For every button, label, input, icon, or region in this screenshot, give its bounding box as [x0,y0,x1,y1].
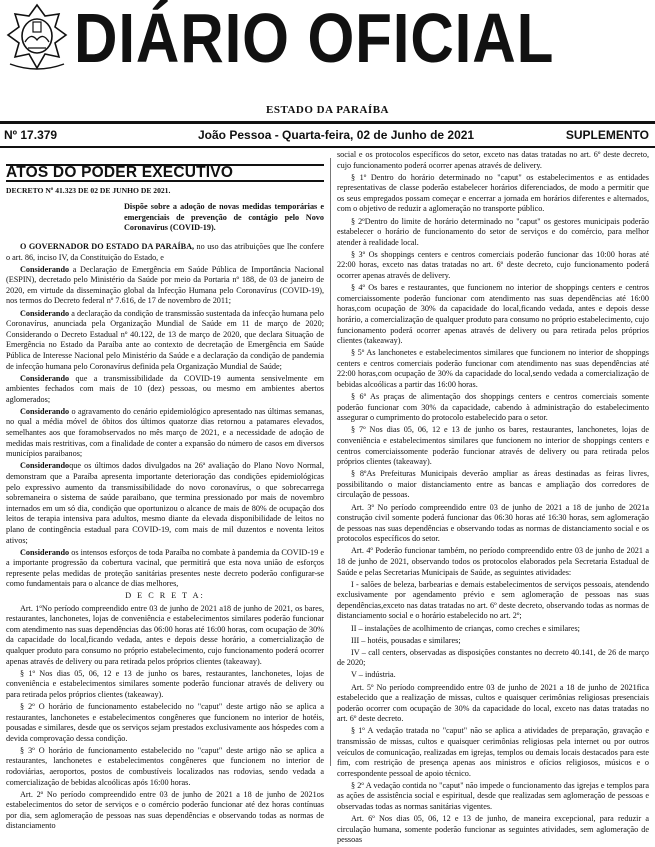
section-title: ATOS DO PODER EXECUTIVO [6,164,324,182]
article-paragraph: Art. 5º No período compreendido entre 03 de junho de 2021 a 18 de junho de 2021fica estabelecido que a realização de missas, cultos e quaisquer cerimônias religiosas presenciais poderão ocorrer com ocupação de 30% da capacidade do local, exceto nas datas tratadas no art. 6º deste decreto. [337,682,649,724]
article-paragraph: § 2º A vedação contida no "caput" não impede o funcionamento das igrejas e templos para as ações de assistência social e espiritual, desde que realizadas sem aglomeração de pessoas e observadas todas as normas sanitárias vigentes. [337,780,649,812]
article-paragraph: I - salões de beleza, barbearias e demais estabelecimentos de serviços pessoais, atendendo exclusivamente por agendamento prévio e sem aglomeração de pessoas nas suas dependências,exceto nas datas tratadas no art. 6º deste decreto, observando todas as normas de distanciamento social e o horário estabelecido no art. 2º; [337,579,649,621]
article-paragraph: § 1º Dentro do horário determinado no "caput" os estabelecimentos e as entidades representativas de classe poderão estabelecer horários diferenciados, de modo a permitir que os seus empregados possam começar e encerrar a jornada em horários diferentes e alternados, com o objetivo de reduzir a aglomeração no transporte público. [337,172,649,214]
article-paragraph: II – instalações de acolhimento de crianças, como creches e similares; [351,623,580,633]
considerando-paragraph [6,374,324,406]
considerando-paragraph [6,265,324,307]
state-coat-of-arms-icon [4,2,70,72]
column-divider [330,158,331,766]
state-name: ESTADO DA PARAÍBA [266,104,389,116]
considerando-text: que a transmissibilidade da COVID-19 aumenta sensivelmente em ambientes fechados com mais de 10 (dez) pessoas, ou mesmo em ambientes abertos aglomerados; [6,373,324,404]
issue-bar [0,124,655,146]
article-paragraph: § 7º Nos dias 05, 06, 12 e 13 de junho os bares, restaurantes, lanchonetes, lojas de conveniência e estabelecimentos similares que funcionem no interior de shoppings centers e centros comerciaissomente poderão funcionar através de delivery ou para retirada pelos próprios clientes (takeaway). [337,425,649,467]
article-paragraph: § 5º As lanchonetes e estabelecimentos similares que funcionem no interior de shoppings centers e centros comerciais poderão funcionar com atendimento nas suas dependências até 22:00 horas,com ocupação de 30% da capacidade do local,sendo vedada a comercialização de bebidas alcoólicas a partir das 16:00 horas. [337,348,649,389]
article-paragraph: III – hotéis, pousadas e similares; [351,635,461,645]
article-paragraph: Art. 6º Nos dias 05, 06, 12 e 13 de junho, de maneira excepcional, para reduzir a circulação humana, somente poderão funcionar as seguintes atividades, sem aglomeração de pessoas [337,814,649,845]
considerando-paragraph [6,407,324,460]
article-paragraph: Art. 4º Poderão funcionar também, no período compreendido entre 03 de junho de 2021 a 18 de junho de 2021, observando todos os protocolos elaborados pela Secretaria Estadual de Saúde e pelas Secretarias Municipais de Saúde, as seguintes atividades: [337,546,649,577]
article-paragraph: IV – call centers, observadas as disposições constantes no decreto 40.141, de 26 de março de 2020; [337,647,649,668]
issue-number: Nº 17.379 [4,128,58,142]
considerando-text: os intensos esforços de toda Paraíba no combate à pandemia da COVID-19 e a importante progressão da cobertura vacinal, que permitirá que esta nova união de esforços represente pelas medidas de proteção sanitárias presentes neste decreto poderão configurar-se como fundamentais para o alcance de dias melhores, [6,547,324,589]
article-paragraph: § 2º O horário de funcionamento estabelecido no "caput" deste artigo não se aplica a restaurantes, lanchonetes e estabelecimentos congêneres que funcionem no interior de hotéis, pousadas e similares, desde que os serviços sejam prestados exclusivamente aos hóspedes com a devida comprovação dessa condição. [6,701,324,743]
considerando-text: a declaração da condição de transmissão sustentada da infecção humana pelo Coronavírus, anunciada pela Organização Mundial de Saúde em 11 de março de 2020; Considerando o Decreto Estadual nº 40.122, de 13 de março de 2020, que declara Situação de Emergência no Estado da Paraíba ante ao contexto de decretação de Emergência em Saúde Pública de Interesse Nacional pelo Ministério da Saúde e a declaração da condição de pandemia de infecção humana pelo Coronavírus definida pela Organização Mundial de Saúde; [6,308,324,371]
considerando-text: que os últimos dados divulgados na 26ª avaliação do Plano Novo Normal, demonstram que a Paraíba apresenta importante deterioração das condições epidemiológicas pelo expressivo aumento da transmissibilidade do novo coronavírus, o que sobrecarrega sobremaneira o sistema de saúde paraibano, que termina pressionado por mais de novembro internados em um só dia, condição que oportunizou o alcance de mais de 80% de ocupação dos leitos de terapia intensiva para adultos, mesmo diante da elevada disponibilidade de leitos no plano de contingência estadual para COVID-19, com mais de mil duzentos e noventa leitos ativos; [6,461,324,545]
considerando-lead: Considerando [20,373,70,383]
article-paragraph: § 3º Os shoppings centers e centros comerciais poderão funcionar das 10:00 horas até 22:00 horas, exceto nas datas tratadas no art. 6º deste decreto, cujo funcionamento poderá ocorrer apenas através de delivery. [337,249,649,281]
article-paragraph: § 3º O horário de funcionamento estabelecido no "caput" deste artigo não se aplica a restaurantes, lanchonetes e estabelecimentos congêneres que funcionem no interior de rodoviárias, aeroportos, postos de combustíveis localizados nas rodovias, sendo vedada a comercialização de bebidas alcoólicas após 16:00 horas. [6,745,324,787]
governor-lead: O GOVERNADOR DO ESTADO DA PARAÍBA, [20,241,195,251]
governor-rest: no uso das atribuições que lhe confere o art. 86, inciso IV, da Constituição do Estado, e [6,241,324,262]
considerando-text: o agravamento do cenário epidemiológico apresentado nas últimas semanas, no qual a média móvel de óbitos dos últimos quatorze dias retornou a patamares elevados, semelhantes aos que foramobservados no mês março de 2021, e a necessidade de adoção de medidas mais restritivas, com a finalidade de conter a expansão do número de casos em diversos municípios paraibanos; [6,406,324,459]
article-paragraph: Art. 3º No período compreendido entre 03 de junho de 2021 a 18 de junho de 2021a construção civil somente poderá funcionar das 06:30 horas até 16:30 horas, sem aglomeração de pessoas nas suas dependências e observando todas as normas de distanciamento social e os protocolos específicos do setor. [337,502,649,544]
article-paragraph: § 2ºDentro do limite de horário determinado no "caput" os gestores municipais poderão estabelecer o horário de funcionamento do setor de serviços e do comércio, para melhor atender à realidade local. [337,216,649,247]
article-paragraph: V – indústria. [351,670,396,680]
article-paragraph: Art. 2º No período compreendido entre 03 de junho de 2021 a 18 de junho de 2021os estabelecimentos do setor de serviços e o comércio poderão funcionar até dez horas contínuas por dia, sem aglomeração de pessoas nas suas dependências e observando todas as normas de distanciamento [6,789,324,831]
considerando-lead: Considerando [20,461,70,471]
decree-ementa: Dispõe sobre a adoção de novas medidas temporárias e emergenciais de prevenção de contágio pelo Novo Coronavírus (COVID-19). [124,202,324,233]
governor-paragraph [6,242,324,263]
considerando-lead: Considerando [20,406,70,416]
article-paragraph: § 6º As praças de alimentação dos shoppings centers e centros comerciais somente poderão funcionar com 30% da capacidade, cabendo à administração do estabelecimento assegurar o cumprimento do protocolo estabelecido para o setor. [337,392,649,423]
masthead [0,0,655,150]
article-paragraph: Art. 1ºNo período compreendido entre 03 de junho de 2021 a18 de junho de 2021, os bares, restaurantes, lanchonetes, lojas de conveniência e estabelecimentos similares poderão funcionar com atendimento nas suas dependências das 06:00 horas até 16:00 horas, com ocupação de 30% da capacidade do local,ficando vedada, antes e depois desse horário, a comercialização de qualquer produto para consumo no próprio estabelecimento, cujo funcionamento poderá ocorrer apenas através de delivery ou para retirada pelos próprios clientes (takeaway). [6,603,324,666]
left-column [6,150,324,834]
article-paragraph: § 1º A vedação tratada no "caput" não se aplica a atividades de preparação, gravação e transmissão de missas, cultos e quaisquer cerimônias religiosas pela internet ou por outros veículos de comunicação, realizadas em igrejas, templos ou demais locais destacados para este fim, com restrição de presença apenas aos ministros e ofícios religiosos, músicos e o correspondente pessoal de apoio técnico. [337,726,649,778]
article-paragraph: social e os protocolos específicos do setor, exceto nas datas tratadas no art. 6º deste decreto, cujo funcionamento poderá ocorrer apenas através de delivery. [337,150,649,170]
considerando-lead: Considerando [20,547,70,557]
article-paragraph: § 4º Os bares e restaurantes, que funcionem no interior de shoppings centers e centros comerciaissomente poderão funcionar com atendimento nas suas dependências até 16:00 horas,com ocupação de 30% da capacidade do local,ficando vedada, antes e depois desse horário, a comercialização de qualquer produto para consumo no próprio estabelecimento, cujo funcionamento poderá ocorrer apenas através de delivery ou para retirada pelos próprios clientes (takeaway). [337,283,649,346]
decreta-heading: D E C R E T A: [125,591,205,601]
considerando-paragraph [6,548,324,590]
issue-city-date: João Pessoa - Quarta-feira, 02 de Junho de 2021 [198,128,475,142]
considerando-lead: Considerando [20,264,70,274]
article-paragraph: § 8ºAs Prefeituras Municipais deverão ampliar as áreas destinadas as feiras livres, possibilitando o maior distanciamento entre as bancas e ampliação dos corredores de circulação de pessoas. [337,469,649,500]
considerando-text: a Declaração de Emergência em Saúde Pública de Importância Nacional (ESPIN), decretado pelo Ministério da Saúde por meio da Portaria nº 188, de 03 de janeiro de 2020, em virtude da disseminação global da Infecção Humana pelo Coronavírus (COVID-19), nos termos do Decreto federal nº 7.616, de 17 de novembro de 2011; [6,264,324,306]
decree-id: DECRETO Nº 41.323 DE 02 DE JUNHO DE 2021. [6,185,171,195]
right-column [337,150,649,847]
considerando-paragraph [6,461,324,546]
considerando-lead: Considerando [20,308,70,318]
considerando-paragraph [6,309,324,373]
masthead-title: DIÁRIO OFICIAL [74,0,555,77]
edition-label: SUPLEMENTO [565,128,649,142]
article-paragraph: § 1º Nos dias 05, 06, 12 e 13 de junho os bares, restaurantes, lanchonetes, lojas de conveniência e estabelecimentos similares somente poderão funcionar através de delivery ou para retirada pelos próprios clientes (takeaway). [6,668,324,699]
masthead-rule-bottom [0,146,655,148]
